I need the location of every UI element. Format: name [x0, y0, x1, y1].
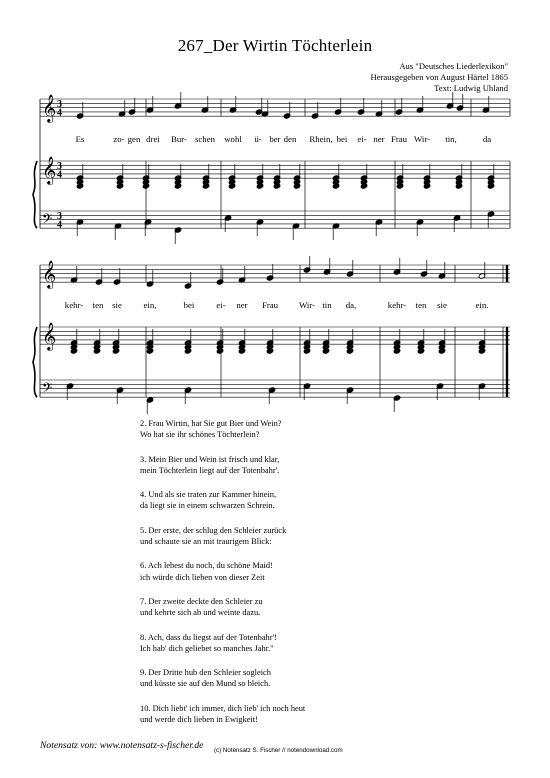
- lyric-syllable: Frau: [390, 134, 408, 144]
- verse-line: 3. Mein Bier und Wein ist frisch und klar,: [140, 454, 280, 464]
- verse-line: 9. Der Dritte hub den Schleier sogleich: [140, 668, 271, 678]
- verses: [140, 418, 440, 738]
- lyric-syllable: bei: [336, 134, 348, 144]
- treble-clef-icon: 𝄞: [42, 94, 57, 122]
- lyric-syllable: Wir-: [413, 134, 431, 144]
- verse-9: [140, 667, 440, 689]
- clefs: [42, 94, 62, 399]
- editor-line: Herausgegeben von August Härtel 1865: [370, 72, 508, 82]
- lyric-syllable: bei: [183, 300, 195, 310]
- lyric-syllable: da,: [345, 300, 357, 310]
- engraver-credit: Notensatz von: www.notensatz-s-fischer.de: [40, 740, 204, 751]
- verse-line: da liegt sie in einem schwarzen Schrein.: [140, 501, 275, 511]
- verse-line: Wo hat sie ihr schönes Töchterlein?: [140, 430, 260, 440]
- lyric-syllable: drei: [146, 134, 160, 144]
- treble-clef-icon: 𝄞: [42, 260, 57, 288]
- lyric-syllable: sie: [112, 300, 122, 310]
- lyric-syllable: tin,: [445, 134, 457, 144]
- verse-line: 5. Der erste, der schlug den Schleier zurück: [140, 525, 287, 535]
- copyright-notice: (c) Notensatz S. Fischer // notendownload.com: [214, 747, 343, 754]
- lyric-syllable: kehr-: [387, 300, 407, 310]
- lyric-syllable: schen: [194, 134, 216, 144]
- verse-3: [140, 454, 440, 476]
- lyric-syllable: tin: [322, 300, 332, 310]
- lyric-syllable: ber: [269, 134, 281, 144]
- verse-7: [140, 596, 440, 618]
- verse-5: [140, 525, 440, 547]
- lyric-syllable: ten: [415, 300, 427, 310]
- piano-brace: [33, 161, 37, 228]
- verse-line: 7. Der zweite deckte den Schleier zu: [140, 596, 263, 606]
- verse-10: [140, 703, 440, 725]
- lyric-syllable: kehr-: [64, 300, 84, 310]
- verse-line: 4. Und als sie traten zur Kammer hinein,: [140, 490, 277, 500]
- lyric-syllable: wohl: [224, 134, 242, 144]
- lyric-syllable: Es: [75, 134, 85, 144]
- time-signature-bottom: 4: [57, 219, 62, 231]
- page-title: 267_Der Wirtin Töchterlein: [177, 36, 373, 55]
- treble-clef-icon: 𝄞: [42, 322, 57, 350]
- lyric-syllable: gen: [127, 134, 141, 144]
- lyric-syllable: Frau: [261, 300, 279, 310]
- lyric-syllable: ei-: [216, 300, 226, 310]
- verse-line: Ich hab' dich geliebet so manches Jahr.": [140, 643, 274, 653]
- lyric-syllable: ei-: [357, 134, 367, 144]
- verse-8: [140, 632, 440, 654]
- time-signature-bottom: 4: [57, 169, 62, 181]
- verse-line: 2. Frau Wirtin, hat Sie gut Bier und Wein?: [140, 419, 282, 428]
- verse-line: und kehrte sich ab und weinte dazu.: [140, 608, 261, 618]
- lyrics-system-2: [65, 300, 489, 310]
- verse-line: ich würde dich lieben von dieser Zeit: [140, 572, 265, 582]
- lyric-syllable: ner: [236, 300, 248, 310]
- lyric-syllable: ner: [373, 134, 385, 144]
- lyric-syllable: ten: [92, 300, 104, 310]
- bass-clef-icon: 𝄢: [42, 380, 53, 399]
- lyric-syllable: ü-: [254, 134, 262, 144]
- verse-line: und schaute sie an mit traurigem Blick:: [140, 536, 272, 546]
- verse-6: [140, 560, 440, 582]
- source-line: Aus "Deutsches Liederlexikon": [399, 61, 508, 71]
- lyric-syllable: den: [283, 134, 297, 144]
- lyric-syllable: ein,: [143, 300, 157, 310]
- time-signature-top: 3: [57, 161, 62, 172]
- lyric-syllable: Bur-: [171, 134, 187, 144]
- bass-clef-icon: 𝄢: [42, 211, 53, 230]
- verse-line: und küsste sie auf den Mund so bleich.: [140, 679, 271, 689]
- lyric-syllable: da: [482, 134, 492, 144]
- verse-line: und werde dich lieben in Ewigkeit!: [140, 714, 258, 724]
- verse-line: 10. Dich liebt' ich immer, dich lieb' ich noch heut: [140, 703, 306, 713]
- time-signature-top: 3: [57, 211, 62, 222]
- lyric-syllable: ein.: [475, 300, 489, 310]
- verse-2: [140, 418, 440, 440]
- verse-line: 8. Ach, dass du liegst auf der Totenbahr'!: [140, 632, 277, 642]
- verse-line: 6. Ach lebest du noch, du schöne Maid!: [140, 561, 273, 571]
- text-author-line: Text: Ludwig Uhland: [434, 83, 508, 93]
- verse-4: [140, 489, 440, 511]
- lyric-syllable: Rhein,: [309, 134, 333, 144]
- lyric-syllable: sie: [437, 300, 447, 310]
- time-signature-bottom: 4: [57, 107, 62, 119]
- time-signature-top: 3: [57, 99, 62, 110]
- lyric-syllable: Wir-: [298, 300, 316, 310]
- verse-line: mein Töchterlein liegt auf der Totenbahr'.: [140, 465, 280, 475]
- lyric-syllable: zo-: [113, 134, 125, 144]
- treble-clef-icon: 𝄞: [42, 156, 57, 184]
- piano-brace: [33, 327, 37, 397]
- lyrics-system-1: [76, 134, 492, 144]
